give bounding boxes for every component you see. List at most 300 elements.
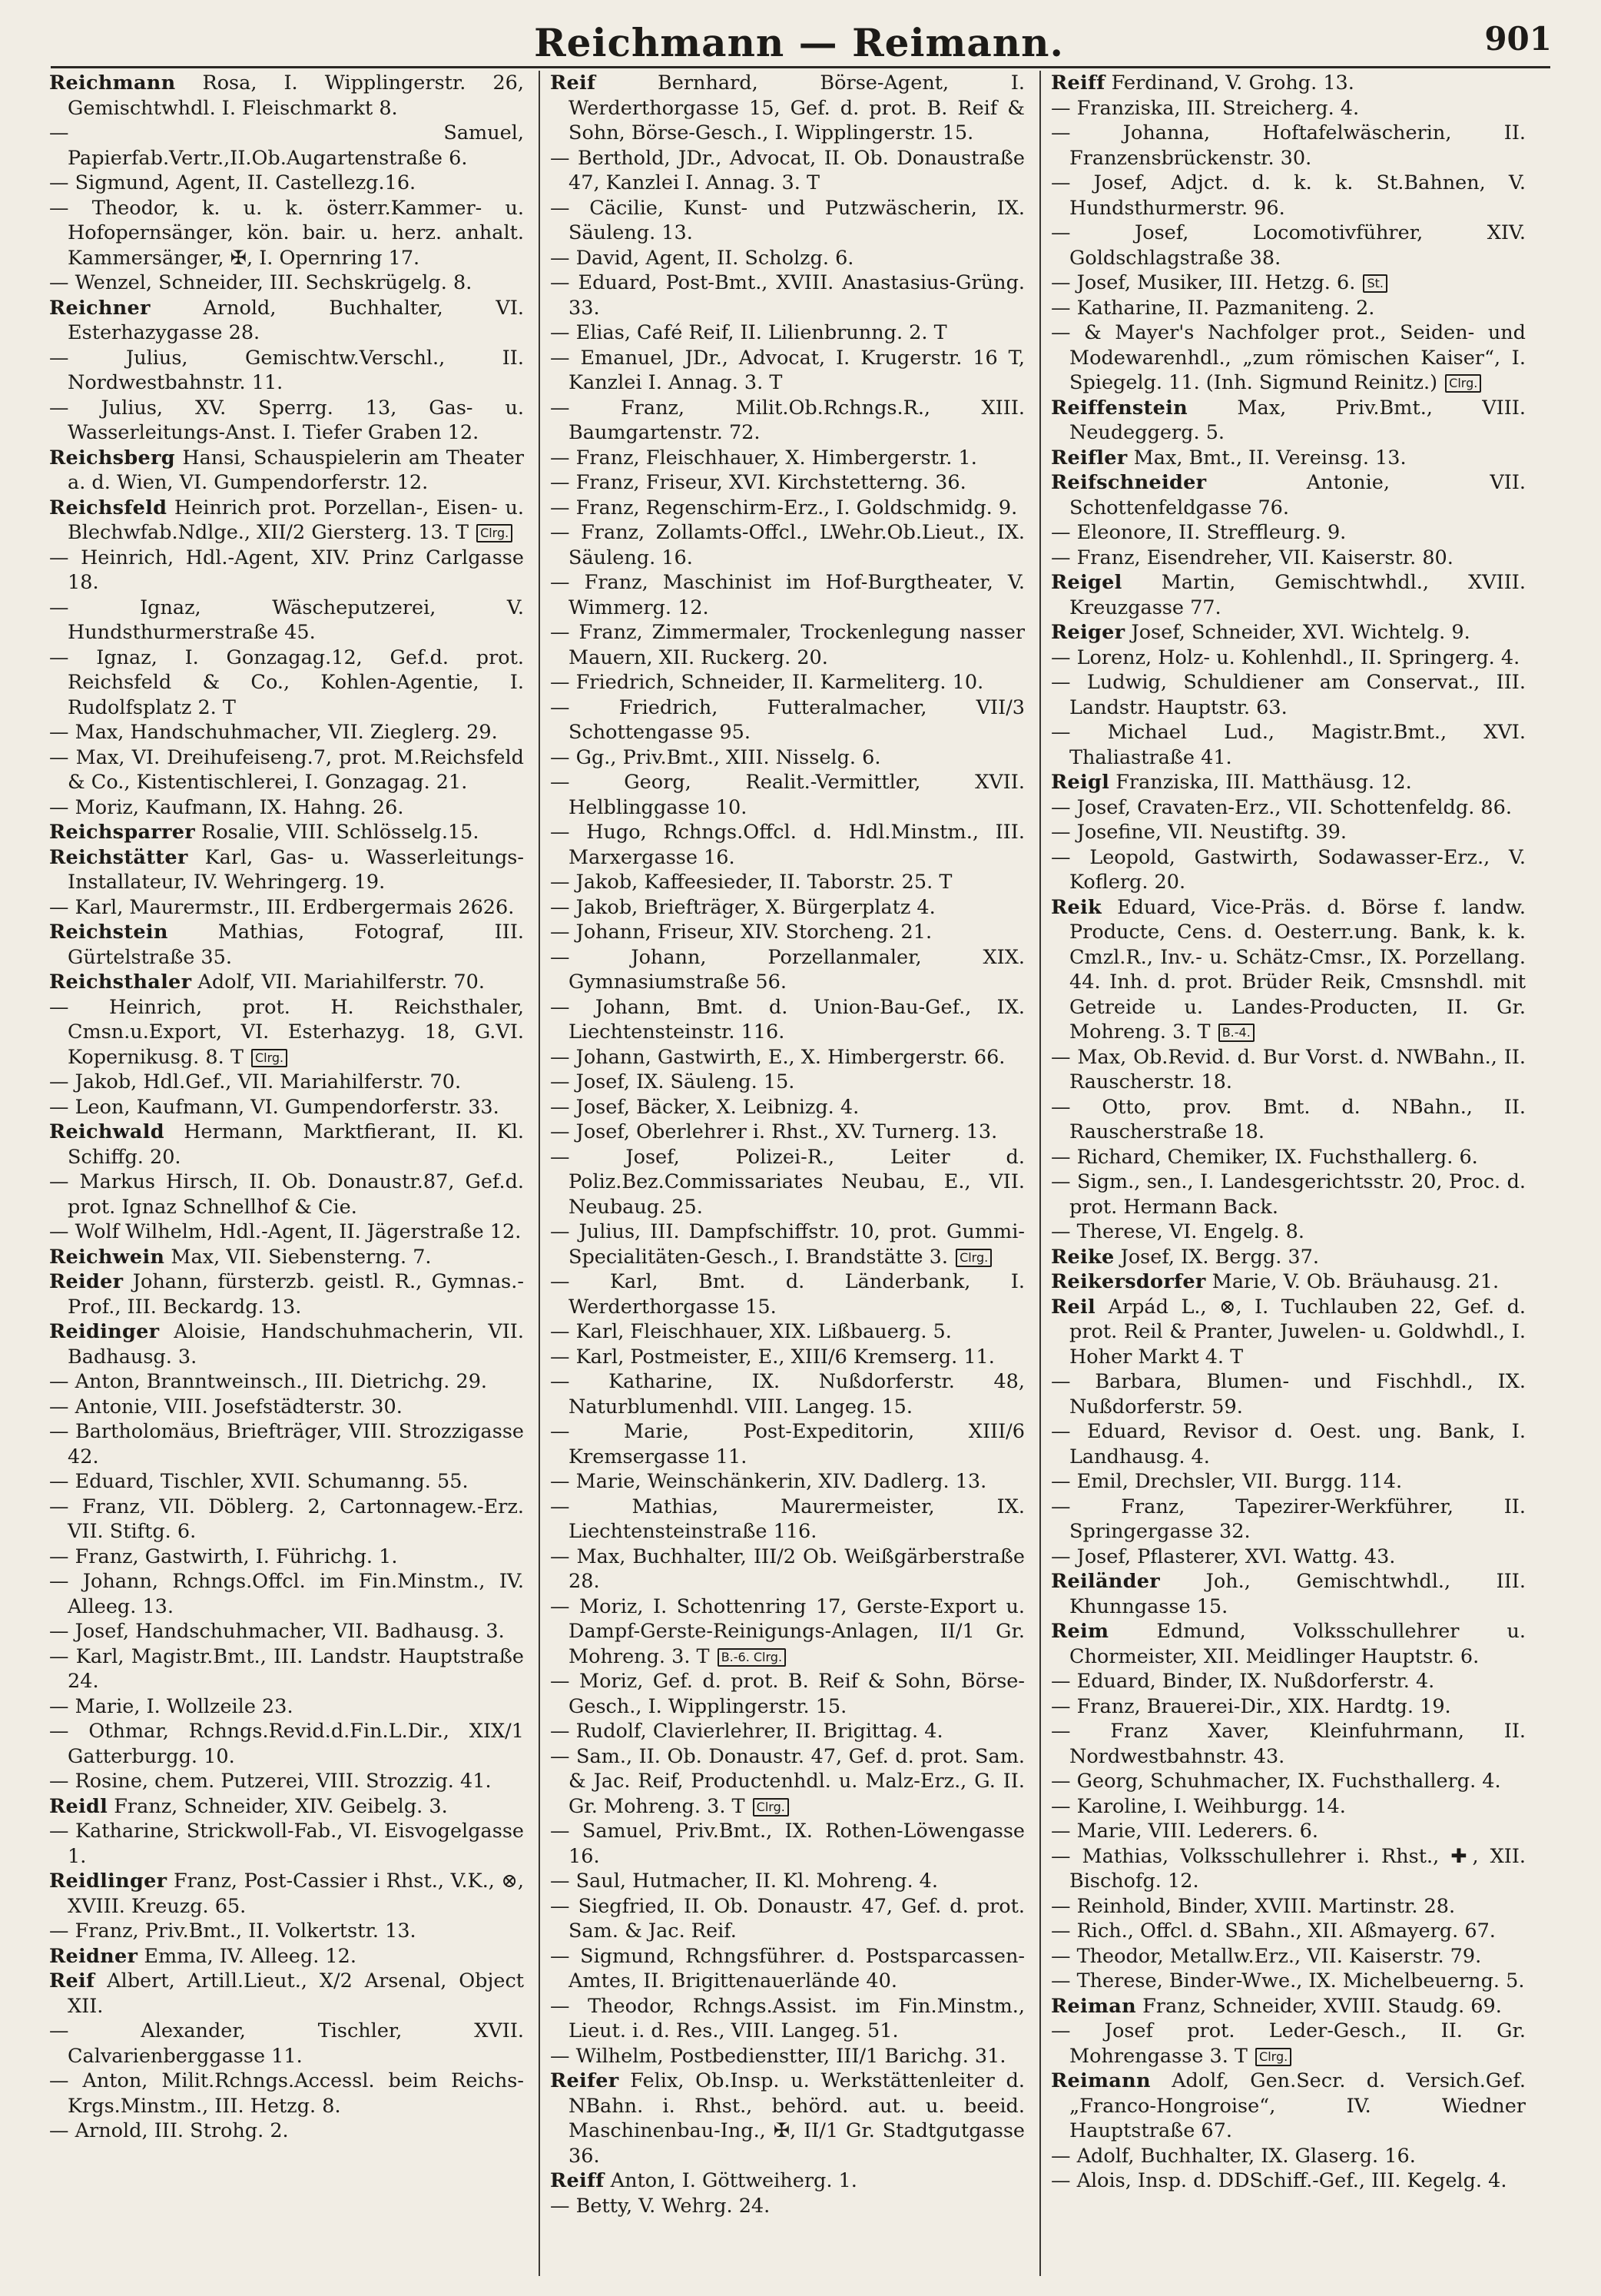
entry-details: sen., I. Landesgerichtsstr. 20, Proc. d. prot. Hermann Back. [1069, 1170, 1526, 1219]
directory-entry [1051, 1419, 1526, 1469]
entry-name: — Johann, [550, 921, 651, 944]
entry-details: Max, Priv.Bmt., VIII. Neudeggerg. 5. [1069, 396, 1526, 444]
page-number: 901 [1484, 20, 1552, 58]
directory-entry-surname [1051, 2069, 1526, 2144]
boxed-badge: Clrg. [1255, 2048, 1291, 2066]
directory-entry [1051, 270, 1526, 296]
directory-entry [49, 2069, 524, 2118]
entry-details: Drechsler, VII. Burgg. 114. [1134, 1470, 1403, 1493]
directory-entry [1051, 296, 1526, 321]
directory-entry [49, 171, 524, 196]
directory-entry [1051, 221, 1526, 270]
entry-details: III. Strohg. 2. [154, 2119, 289, 2142]
directory-entry [550, 446, 1025, 471]
entry-details: Arpád L., ⊗, I. Tuchlauben 22, Gef. d. prot. Reil & Pranter, Juwelen- u. Goldwhdl., I. Hoher Markt 4. T [1069, 1295, 1526, 1369]
entry-name: — Wenzel, [49, 271, 153, 294]
directory-entry [1051, 2019, 1526, 2069]
directory-entry [49, 546, 524, 596]
entry-details: Rchngs.Assist. im Fin.Minstm., Lieut. i. d. Res., VIII. Langeg. 51. [568, 1994, 1025, 2042]
entry-name: — Josef [1051, 2019, 1153, 2042]
entry-details: Adolf, Gen.Secr. d. Versich.Gef. „Franco-Hongroise“, IV. Wiedner Hauptstraße 67. [1069, 2069, 1526, 2142]
entry-name: — Gg., [550, 745, 617, 769]
directory-entry [1051, 121, 1526, 171]
entry-name: — Emil, [1051, 1470, 1129, 1493]
entry-name: — Katharine, [550, 1370, 714, 1393]
entry-details: Josef, Schneider, XVI. Wichtelg. 9. [1131, 621, 1470, 644]
entry-details: Locomotivführer, XIV. Goldschlagstraße 38. [1069, 221, 1526, 270]
entry-details: Binder-Wwe., IX. Michelbeuerng. 5. [1168, 1969, 1525, 1992]
entry-name: — Rudolf, [550, 1720, 647, 1743]
entry-details: II. Ob. Donaustr. 47, Gef. d. prot. Sam. & Jac. Reif, Productenhdl. u. Malz-Erz., G. II. Gr. Mohreng. 3. T [568, 1744, 1025, 1818]
directory-entry [49, 1369, 524, 1395]
entry-details: Rchngs.Offcl. d. Hdl.Minstm., III. Marxergasse 16. [568, 821, 1025, 869]
directory-entry-surname [550, 2168, 1025, 2194]
entry-name: — Lorenz, [1051, 645, 1152, 669]
entry-details: prov. Bmt. d. NBahn., II. Rauscherstraße 18. [1069, 1095, 1526, 1143]
directory-entry [49, 1694, 524, 1720]
entry-name: — Franz, [550, 446, 640, 469]
entry-details: Postmeister, E., XIII/6 Kremserg. 11. [630, 1345, 995, 1369]
entry-name: — Otto, [1051, 1095, 1152, 1119]
entry-details: Fleischhauer, X. Himbergerstr. 1. [645, 446, 977, 469]
directory-entry [1051, 1769, 1526, 1794]
entry-name: — Arnold, [49, 2119, 148, 2142]
entry-name: Reider [49, 1270, 124, 1293]
directory-entry [49, 645, 524, 721]
directory-entry [1051, 2144, 1526, 2169]
entry-name: — Samuel, [550, 1820, 663, 1843]
entry-details: Porzellanmaler, XIX. Gymnasiumstraße 56. [568, 945, 1025, 994]
entry-details: Felix, Ob.Insp. u. Werkstättenleiter d. NBahn. i. Rhst., behörd. aut. u. beeid. Maschinenbau-Ing., ✠, II/1 Gr. Stadtgutgasse 36. [568, 2069, 1025, 2168]
entry-details: Musiker, III. Hetzg. 6. [1137, 271, 1356, 294]
entry-details: Johann, fürsterzb. geistl. R., Gymnas.-Prof., III. Beckardg. 13. [68, 1270, 524, 1319]
entry-name: — Franz [1051, 1720, 1168, 1743]
directory-entry [49, 2019, 524, 2069]
entry-details: Regenschirm-Erz., I. Goldschmidg. 9. [645, 496, 1018, 519]
entry-name: — Katharine, [1051, 296, 1182, 320]
entry-name: — Leon, [49, 1095, 131, 1119]
entry-name: — Theodor, [49, 196, 179, 220]
entry-name: — Marie, [550, 1470, 641, 1493]
entry-name: Reichwald [49, 1120, 164, 1143]
directory-entry [1051, 1794, 1526, 1820]
entry-name: — Elias, [550, 321, 631, 344]
entry-name: — Ludwig, [1051, 671, 1167, 694]
entry-details: Priv.Bmt., II. Volkertstr. 13. [144, 1919, 416, 1943]
entry-name: — Jakob, [550, 895, 638, 919]
entry-name: — Franziska, [1051, 96, 1181, 120]
entry-details: III. Dampfschiffstr. 10, prot. Gummi-Specialitäten-Gesch., I. Brandstätte 3. [568, 1220, 1025, 1269]
entry-name: — Franz, [550, 471, 640, 494]
entry-details: Bernhard, Börse-Agent, I. Werderthorgasse 15, Gef. d. prot. B. Reif & Sohn, Börse-Gesch., I. Wipplingerstr. 15. [568, 71, 1025, 144]
entry-details: Milit.Ob.Rchngs.R., XIII. Baumgartenstr. 72. [568, 396, 1025, 444]
entry-details: Wilhelm, Hdl.-Agent, II. Jägerstraße 12. [125, 1220, 522, 1243]
entry-name: — Theodor, [550, 1994, 675, 2018]
entry-name: Reidl [49, 1794, 108, 1818]
directory-entry [550, 1544, 1025, 1594]
entry-details: Agent, II. Scholzg. 6. [645, 246, 854, 270]
directory-entry [1051, 1095, 1526, 1145]
entry-name: — Bartholomäus, [49, 1420, 220, 1443]
entry-details: JDr., Advocat, II. Ob. Donaustraße 47, Kanzlei I. Annag. 3. T [568, 146, 1025, 194]
directory-entry [550, 1594, 1025, 1670]
directory-entry [1051, 1045, 1526, 1095]
directory-entry [49, 346, 524, 396]
entry-name: — Samuel, [49, 121, 524, 144]
directory-entry [49, 795, 524, 821]
directory-entry-surname [1051, 1994, 1526, 2019]
entry-name: — Sigmund, [550, 1944, 675, 1968]
entry-details: Milit.Rchngs.Accessl. beim Reichs-Krgs.Minstm., III. Hetzg. 8. [68, 2069, 524, 2118]
entry-details: I. Wollzeile 23. [146, 1694, 293, 1718]
entry-details: Josef, IX. Bergg. 37. [1120, 1245, 1319, 1269]
entry-details: IX. Säuleng. 15. [636, 1070, 795, 1093]
entry-name: — Moriz, [49, 795, 139, 819]
entry-details: JDr., Advocat, I. Krugerstr. 16 T, Kanzlei I. Annag. 3. T [568, 346, 1025, 394]
entry-name: — Johann, [49, 1570, 158, 1593]
entry-name: — Theodor, [1051, 1944, 1164, 1968]
entry-name: — Franz, [550, 396, 685, 420]
entry-name: — Heinrich, [49, 995, 203, 1019]
directory-entry [49, 1644, 524, 1694]
entry-name: Reik [1051, 895, 1102, 919]
directory-entry-surname [49, 1969, 524, 2019]
entry-name: — Josef, [550, 1095, 630, 1119]
entry-details: Post-Bmt., XVIII. Anastasius-Grüng. 33. [568, 271, 1025, 320]
entry-name: — Franz, [550, 496, 640, 519]
column-left [49, 71, 524, 2284]
directory-entry [49, 1619, 524, 1644]
entry-details: Adjct. d. k. k. St.Bahnen, V. Hundsthurmerstr. 96. [1069, 171, 1526, 220]
entry-name: — Rosine, [49, 1770, 149, 1793]
entry-details: Heinrich prot. Porzellan-, Eisen- u. Blechwfab.Ndlge., XII/2 Giersterg. 13. T [68, 496, 524, 544]
directory-entry-surname [1051, 570, 1526, 620]
entry-details: Emma, IV. Alleeg. 12. [144, 1944, 356, 1968]
entry-details: Briefträger, VIII. Strozzigasse 42. [68, 1420, 524, 1468]
entry-details: Tapezirer-Werkführer, II. Springergasse 32. [1069, 1495, 1526, 1543]
entry-name: — Michael [1051, 721, 1188, 744]
directory-entry [550, 1345, 1025, 1370]
directory-entry [550, 920, 1025, 945]
directory-entry-surname [49, 1794, 524, 1820]
entry-name: Reidlinger [49, 1870, 167, 1893]
entry-name: — Alexander, [49, 2019, 246, 2042]
directory-entry [1051, 1544, 1526, 1570]
directory-entry-surname [550, 2069, 1025, 2168]
entry-name: — Josef, [49, 1620, 129, 1643]
column-middle [550, 71, 1025, 2284]
entry-details: Futteralmacher, VII/3 Schottengasse 95. [568, 695, 1025, 744]
entry-details: Maschinist im Hof-Burgtheater, V. Wimmerg. 12. [568, 571, 1025, 619]
entry-name: — Max, [550, 1544, 626, 1568]
entry-name: — Friedrich, [550, 695, 718, 719]
entry-details: Revisor d. Oest. ung. Bank, I. Landhausg. 4. [1069, 1420, 1526, 1468]
directory-entry [550, 1095, 1025, 1120]
directory-entry [550, 995, 1025, 1045]
entry-name: — Franz, [49, 1495, 146, 1518]
directory-entry [550, 270, 1025, 320]
entry-details: Nachfolger prot., Seiden- und Modewarenhdl., „zum römischen Kaiser“, I. Spiegelg. 11. (Inh. Sigmund Reinitz.) [1069, 321, 1526, 394]
entry-details: Priv.Bmt., XIII. Nisselg. 6. [622, 745, 881, 769]
entry-name: — Anton, [49, 2069, 148, 2092]
entry-details: VIII. Lederers. 6. [1148, 1820, 1318, 1843]
entry-name: Reiger [1051, 621, 1125, 644]
entry-name: — Moriz, [550, 1594, 644, 1618]
entry-details: Karl, Gas- u. Wasserleitungs-Installateur, IV. Wehringerg. 19. [68, 845, 524, 894]
entry-name: — Max, [1051, 1045, 1127, 1069]
entry-details: Gastwirth, E., X. Himbergerstr. 66. [657, 1045, 1006, 1069]
entry-details: Martin, Gemischtwhdl., XVIII. Kreuzgasse 77. [1069, 571, 1526, 619]
directory-entry-surname [49, 820, 524, 845]
entry-name: — Betty, [550, 2194, 633, 2218]
directory-entry [550, 1120, 1025, 1145]
entry-name: Reidinger [49, 1320, 160, 1343]
entry-name: — Karl, [49, 895, 124, 919]
entry-name: — Josef, [550, 1070, 630, 1093]
entry-name: — Ignaz, [49, 596, 201, 619]
entry-name: Reifler [1051, 446, 1128, 469]
directory-entry [49, 1395, 524, 1420]
entry-name: — Emanuel, [550, 346, 675, 370]
entry-details: Hdl.-Agent, XIV. Prinz Carlgasse 18. [68, 546, 524, 594]
entry-name: — Jakob, [49, 1070, 138, 1093]
entry-name: — Marie, [49, 1694, 141, 1718]
entry-details: Holz- u. Kohlenhdl., II. Springerg. 4. [1158, 645, 1520, 669]
entry-name: — Franz, [1051, 1694, 1141, 1718]
entry-details: Gef. d. prot. B. Reif & Sohn, Börse-Gesch., I. Wipplingerstr. 15. [568, 1670, 1025, 1718]
directory-entry [1051, 96, 1526, 121]
entry-name: — Eduard, [550, 271, 658, 294]
directory-entry-surname [49, 1269, 524, 1319]
directory-entry-surname [1051, 895, 1526, 1045]
entry-name: — Therese, [1051, 1220, 1163, 1243]
directory-entry [1051, 1694, 1526, 1720]
directory-entry [550, 1319, 1025, 1345]
entry-name: — Berthold, [550, 146, 671, 170]
entry-details: Lud., Magistr.Bmt., XVI. Thaliastraße 41. [1069, 721, 1526, 769]
entry-details: Hoftafelwäscherin, II. Franzensbrückenstr. 30. [1069, 121, 1526, 170]
entry-details: Kaufmann, VI. Gumpendorferstr. 33. [136, 1095, 499, 1119]
entry-name: — Ignaz, [49, 645, 157, 669]
directory-entry [49, 1719, 524, 1769]
entry-details: Metallw.Erz., VII. Kaiserstr. 79. [1169, 1944, 1482, 1968]
entry-name: Reimann [1051, 2069, 1151, 2092]
entry-details: Bäcker, X. Leibnizg. 4. [636, 1095, 860, 1119]
running-title: Reichmann — Reimann. [534, 20, 1064, 65]
entry-name: — Josef, [1051, 795, 1131, 819]
entry-details: IX. Nußdorferstr. 48, Naturblumenhdl. VIII. Langeg. 15. [568, 1370, 1025, 1418]
entry-name: Reigl [1051, 771, 1110, 794]
directory-entry [550, 1070, 1025, 1095]
entry-details: prot. Leder-Gesch., II. Gr. Mohrengasse 3. T [1069, 2019, 1526, 2068]
directory-entry [49, 1469, 524, 1495]
entry-details: Franz, Post-Cassier i Rhst., V.K., ⊗, XVIII. Kreuzg. 65. [68, 1870, 524, 1918]
entry-details: Joh., Gemischtwhdl., III. Khunngasse 15. [1069, 1570, 1526, 1618]
directory-entry-surname [1051, 1269, 1526, 1295]
entry-details: Oberlehrer i. Rhst., XV. Turnerg. 13. [636, 1120, 998, 1143]
entry-name: — Georg, [550, 771, 691, 794]
entry-details: Kunst- und Putzwäscherin, IX. Säuleng. 13. [568, 196, 1025, 244]
directory-entry [49, 596, 524, 645]
entry-name: — Karl, [550, 1320, 625, 1343]
entry-details: I. Weihburgg. 14. [1173, 1794, 1346, 1818]
entry-name: — Josef, [550, 1120, 630, 1143]
entry-details: Eisendreher, VII. Kaiserstr. 80. [1146, 546, 1453, 569]
entry-name: Reigel [1051, 571, 1122, 594]
entry-details: II. Pazmaniteng. 2. [1187, 296, 1375, 320]
entry-name: — Karl, [550, 1345, 625, 1369]
entry-name: Reichsthaler [49, 970, 192, 994]
directory-entry [1051, 2168, 1526, 2194]
directory-entry [1051, 1819, 1526, 1844]
entry-name: — Jakob, [550, 871, 638, 894]
entry-details: Pflasterer, XVI. Wattg. 43. [1137, 1544, 1396, 1568]
directory-entry [49, 270, 524, 296]
directory-entry [1051, 320, 1526, 396]
entry-name: Reichsfeld [49, 496, 167, 519]
entry-name: — Sam., [550, 1744, 633, 1768]
directory-entry [550, 570, 1025, 620]
directory-entry [1051, 645, 1526, 671]
directory-entry [550, 895, 1025, 921]
directory-entry [550, 246, 1025, 271]
directory-entry [1051, 845, 1526, 895]
directory-entry [550, 1469, 1025, 1495]
entry-details: VI. Dreihufeiseng.7, prot. M.Reichsfeld & Co., Kistentischlerei, I. Gonzagag. 21. [68, 745, 524, 794]
entry-name: — Eduard, [49, 1470, 154, 1493]
directory-entry [550, 1819, 1025, 1869]
directory-entry [550, 470, 1025, 496]
entry-details: Kaffeesieder, II. Taborstr. 25. T [644, 871, 953, 894]
entry-details: Bmt. d. Union-Bau-Gef., IX. Liechtensteinstr. 116. [568, 995, 1025, 1043]
directory-entry [1051, 820, 1526, 845]
entry-name: — Franz, [550, 521, 645, 544]
directory-entry [550, 1744, 1025, 1820]
directory-entry [49, 1095, 524, 1120]
entry-name: Reif [550, 71, 596, 95]
directory-entry [550, 2194, 1025, 2219]
entry-details: Buchhalter, IX. Glaserg. 16. [1140, 2144, 1416, 2168]
directory-entry [550, 945, 1025, 995]
entry-details: Rosalie, VIII. Schlösselg.15. [201, 821, 479, 844]
directory-entry [49, 1544, 524, 1570]
boxed-badge: B.-6. Clrg. [718, 1648, 786, 1667]
boxed-badge: Clrg. [476, 524, 512, 542]
directory-entry [550, 1869, 1025, 1894]
entry-details: V. Wehrg. 24. [638, 2194, 771, 2218]
entry-details: Brauerei-Dir., XIX. Hardtg. 19. [1146, 1694, 1451, 1718]
entry-name: — Saul, [550, 1870, 626, 1893]
directory-entry [550, 1944, 1025, 1994]
entry-details: II. Ob. Donaustr. 47, Gef. d. prot. Sam. & Jac. Reif. [568, 1894, 1025, 1943]
directory-entry [1051, 1919, 1526, 1944]
entry-name: — Cäcilie, [550, 196, 664, 220]
directory-entry [49, 1495, 524, 1544]
entry-details: Hirsch, II. Ob. Donaustr.87, Gef.d. prot. Ignaz Schnellhof & Cie. [68, 1170, 524, 1219]
entry-details: Branntweinsch., III. Dietrichg. 29. [146, 1370, 488, 1393]
page-header [46, 14, 1552, 68]
entry-details: Mathias, Fotograf, III. Gürtelstraße 35. [68, 921, 524, 969]
entry-name: — Josef, [1051, 221, 1189, 244]
directory-entry [550, 2044, 1025, 2069]
entry-name: Reichstein [49, 921, 168, 944]
entry-details: VII. Döblerg. 2, Cartonnagew.-Erz. VII. Stiftg. 6. [68, 1495, 524, 1543]
entry-details: Marie, V. Ob. Bräuhausg. 21. [1212, 1270, 1500, 1293]
directory-entry-surname [1051, 1245, 1526, 1270]
entry-name: — Max, [49, 745, 125, 769]
entry-details: prot. H. Reichsthaler, Cmsn.u.Export, VI. Esterhazyg. 18, G.VI. Kopernikusg. 8. T [68, 995, 524, 1069]
entry-details: Albert, Artill.Lieut., X/2 Arsenal, Object XII. [68, 1969, 524, 2018]
entry-name: — Karl, [49, 1644, 124, 1668]
entry-name: — & Mayer's [1051, 321, 1195, 344]
entry-name: — Mathias, [550, 1495, 719, 1518]
entry-details: III. Streicherg. 4. [1186, 96, 1360, 120]
entry-name: Reiländer [1051, 1570, 1161, 1593]
directory-entry-surname [550, 71, 1025, 146]
directory-entry [550, 520, 1025, 570]
entry-name: — Eduard, [1051, 1670, 1156, 1693]
directory-entry [1051, 1145, 1526, 1170]
entry-name: Reichstätter [49, 845, 188, 869]
entry-name: — Sigmund, [49, 171, 171, 194]
directory-entry-surname [49, 845, 524, 895]
directory-entry [49, 895, 524, 921]
entry-name: Reichmann [49, 71, 176, 95]
entry-name: — Friedrich, [550, 671, 675, 694]
entry-name: Reike [1051, 1245, 1115, 1269]
directory-entry-surname [49, 1944, 524, 1969]
entry-name: — Franz, [1051, 546, 1141, 569]
directory-entry [1051, 1170, 1526, 1219]
entry-name: Reiman [1051, 1994, 1136, 2018]
entry-name: Reifer [550, 2069, 619, 2092]
entry-name: — Markus [49, 1170, 155, 1193]
directory-entry [49, 2118, 524, 2144]
entry-name: — Leopold, [1051, 845, 1175, 869]
entry-name: — Georg, [1051, 1770, 1145, 1793]
directory-entry-surname [49, 1120, 524, 1170]
entry-details: Realit.-Vermittler, XVII. Helblinggasse 10. [568, 771, 1025, 819]
directory-entry [1051, 520, 1526, 546]
entry-details: Handschuhmacher, VII. Zieglerg. 29. [130, 721, 498, 744]
boxed-badge: B.-4. [1218, 1024, 1255, 1042]
entry-details: Franz, Schneider, XIV. Geibelg. 3. [114, 1794, 448, 1818]
entry-details: Agent, II. Castellezg.16. [176, 171, 416, 194]
directory-entry-surname [49, 920, 524, 970]
entry-details: Aloisie, Handschuhmacherin, VII. Badhausg. 3. [68, 1320, 524, 1369]
entry-details: Arnold, Buchhalter, VI. Esterhazygasse 28. [68, 296, 524, 344]
entry-details: Rchngs.Offcl. im Fin.Minstm., IV. Alleeg. 13. [68, 1570, 524, 1618]
entry-name: — Siegfried, [550, 1894, 675, 1918]
entry-name: — Julius, [49, 396, 164, 420]
entry-name: Reil [1051, 1295, 1096, 1319]
entry-details: Post-Expeditorin, XIII/6 Kremsergasse 11. [568, 1420, 1025, 1468]
entry-details: Friseur, XVI. Kirchstetterng. 36. [645, 471, 966, 494]
entry-details: Buchhalter, III/2 Ob. Weißgärberstraße 28. [568, 1544, 1025, 1593]
entry-name: — Josef, [1051, 1544, 1131, 1568]
directory-entry [49, 396, 524, 446]
entry-details: Friseur, XIV. Storcheng. 21. [657, 921, 933, 944]
directory-entry [1051, 670, 1526, 720]
entry-name: — Josef, [1051, 271, 1131, 294]
directory-entry [550, 770, 1025, 820]
entry-name: Reichsberg [49, 446, 175, 469]
directory-entry [550, 1994, 1025, 2044]
entry-name: — Franz, [550, 621, 643, 644]
entry-name: — Sigm., [1051, 1170, 1141, 1193]
entry-name: — Karoline, [1051, 1794, 1168, 1818]
entry-name: — Mathias, [1051, 1844, 1169, 1868]
